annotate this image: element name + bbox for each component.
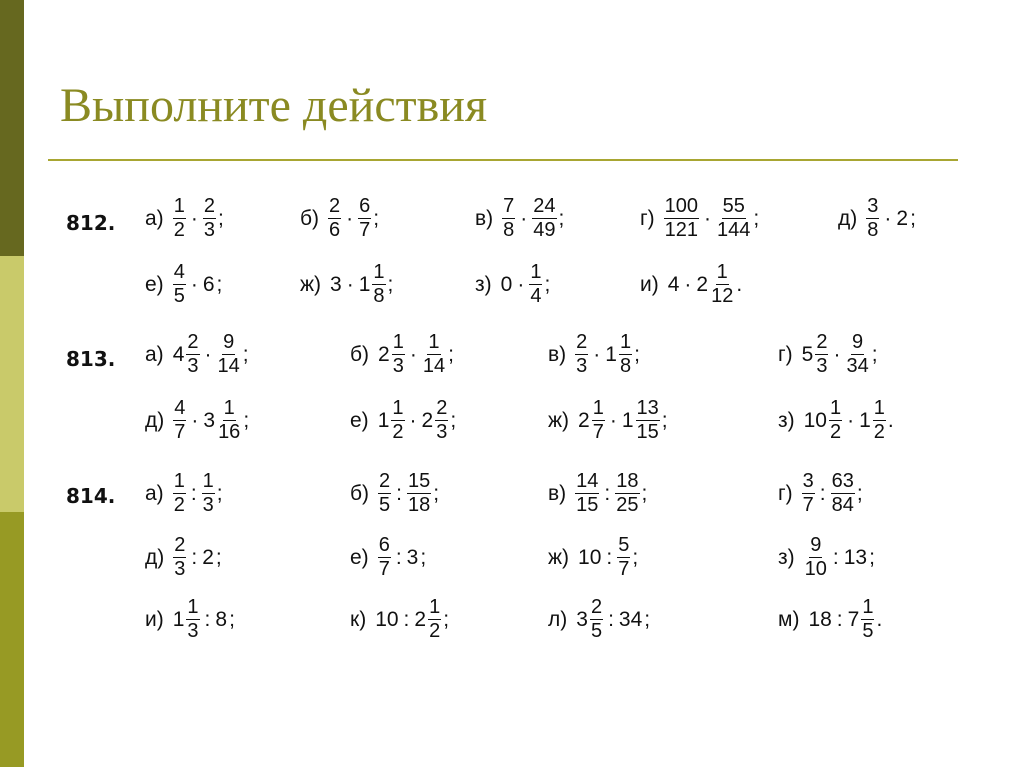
fraction xyxy=(217,332,241,377)
fraction xyxy=(358,196,371,241)
operator: · xyxy=(520,207,528,230)
fraction-numerator: 1 xyxy=(619,331,632,353)
fraction xyxy=(173,398,186,443)
whole-number: 2 xyxy=(696,273,709,296)
fraction-numerator: 1 xyxy=(428,331,440,353)
item-label: з) xyxy=(778,546,795,569)
fraction xyxy=(866,196,879,241)
exercise-item xyxy=(300,196,379,241)
exercise-item xyxy=(838,196,916,241)
fraction-denominator: 15 xyxy=(636,421,659,443)
accent-bar-middle xyxy=(0,256,24,512)
exercise-item xyxy=(640,196,759,241)
fraction-numerator: 15 xyxy=(408,470,431,492)
fraction xyxy=(804,535,828,580)
operator: : xyxy=(608,608,614,631)
item-label: г) xyxy=(778,343,793,366)
item-label: г) xyxy=(640,207,655,230)
operator: : xyxy=(819,482,826,505)
fraction-numerator: 6 xyxy=(378,534,390,556)
end-punctuation: ; xyxy=(856,482,863,505)
whole-number: 0 xyxy=(500,273,513,296)
fraction-numerator: 2 xyxy=(174,534,186,556)
exercise-item xyxy=(145,597,235,642)
item-label: и) xyxy=(640,273,659,296)
fraction xyxy=(173,196,186,241)
fraction xyxy=(617,535,630,580)
fraction xyxy=(716,196,751,241)
fraction xyxy=(328,196,341,241)
item-label: з) xyxy=(778,409,795,432)
fraction-numerator: 2 xyxy=(576,331,588,353)
exercise-item xyxy=(548,597,650,642)
operator: · xyxy=(884,207,892,230)
end-punctuation: ; xyxy=(243,409,250,432)
fraction xyxy=(831,471,855,516)
fraction-numerator: 1 xyxy=(202,470,214,492)
whole-number: 13 xyxy=(843,546,868,569)
fraction-denominator: 3 xyxy=(436,421,448,443)
exercise-item xyxy=(548,535,638,580)
fraction xyxy=(845,332,869,377)
fraction-denominator: 14 xyxy=(422,355,446,377)
fraction xyxy=(173,535,186,580)
fraction-denominator: 5 xyxy=(379,494,391,516)
fraction-denominator: 2 xyxy=(392,421,404,443)
operator: · xyxy=(190,207,198,230)
end-punctuation: ; xyxy=(558,207,565,230)
operator: · xyxy=(847,409,855,432)
fraction xyxy=(186,332,199,377)
fraction-numerator: 1 xyxy=(223,397,235,419)
fraction-denominator: 10 xyxy=(804,558,827,580)
fraction-numerator: 5 xyxy=(618,534,630,556)
operator: · xyxy=(517,273,525,296)
fraction xyxy=(615,471,639,516)
whole-number: 34 xyxy=(618,608,643,631)
whole-number: 1 xyxy=(172,608,185,631)
item-label: з) xyxy=(475,273,492,296)
end-punctuation: . xyxy=(876,608,883,631)
end-punctuation: . xyxy=(887,409,894,432)
exercise-item xyxy=(145,262,222,307)
accent-bar-bottom xyxy=(0,512,24,767)
fraction-denominator: 5 xyxy=(862,620,874,642)
fraction-denominator: 16 xyxy=(218,421,241,443)
fraction-denominator: 8 xyxy=(619,355,632,377)
fraction-denominator: 7 xyxy=(618,558,630,580)
exercise-item xyxy=(350,332,454,377)
fraction-numerator: 3 xyxy=(867,195,879,217)
whole-number: 2 xyxy=(414,608,427,631)
operator: : xyxy=(190,482,197,505)
item-label: в) xyxy=(548,482,567,505)
fraction xyxy=(815,332,828,377)
item-label: в) xyxy=(475,207,494,230)
exercise-item xyxy=(350,398,456,443)
fraction-denominator: 7 xyxy=(359,219,371,241)
item-label: а) xyxy=(145,482,164,505)
operator: · xyxy=(190,273,198,296)
end-punctuation: ; xyxy=(871,343,878,366)
whole-number: 4 xyxy=(667,273,680,296)
end-punctuation: ; xyxy=(641,482,648,505)
fraction-numerator: 1 xyxy=(592,397,604,419)
whole-number: 5 xyxy=(801,343,814,366)
whole-number: 3 xyxy=(406,546,419,569)
exercise-item xyxy=(145,535,222,580)
fraction-denominator: 3 xyxy=(202,494,214,516)
fraction xyxy=(422,332,446,377)
fraction-numerator: 13 xyxy=(636,397,659,419)
end-punctuation: ; xyxy=(216,273,223,296)
end-punctuation: ; xyxy=(869,546,875,569)
slide-title: Выполните действия xyxy=(60,79,488,132)
fraction-denominator: 144 xyxy=(717,219,751,241)
fraction-denominator: 7 xyxy=(802,494,814,516)
operator: · xyxy=(409,343,417,366)
fraction-denominator: 3 xyxy=(816,355,828,377)
title-divider xyxy=(48,159,958,161)
fraction-denominator: 2 xyxy=(173,219,185,241)
end-punctuation: ; xyxy=(420,546,427,569)
end-punctuation: ; xyxy=(753,207,760,230)
exercise-item xyxy=(145,471,223,516)
exercise-item xyxy=(475,262,550,307)
fraction xyxy=(829,398,842,443)
fraction-numerator: 1 xyxy=(173,195,185,217)
fraction xyxy=(636,398,660,443)
fraction xyxy=(664,196,699,241)
fraction-denominator: 14 xyxy=(217,355,240,377)
operator: · xyxy=(191,409,199,432)
fraction-denominator: 3 xyxy=(174,558,186,580)
fraction-numerator: 24 xyxy=(533,195,556,217)
fraction xyxy=(378,471,391,516)
fraction xyxy=(502,196,515,241)
end-punctuation: ; xyxy=(448,343,454,366)
end-punctuation: ; xyxy=(443,608,450,631)
fraction xyxy=(392,332,405,377)
item-label: е) xyxy=(350,409,369,432)
whole-number: 1 xyxy=(859,409,871,432)
fraction-denominator: 2 xyxy=(873,421,885,443)
item-label: а) xyxy=(145,343,164,366)
whole-number: 1 xyxy=(605,343,617,366)
fraction-denominator: 7 xyxy=(174,421,186,443)
fraction-numerator: 2 xyxy=(329,195,341,217)
fraction xyxy=(173,471,186,516)
end-punctuation: ; xyxy=(450,409,457,432)
operator: : xyxy=(403,608,410,631)
fraction xyxy=(372,262,385,307)
end-punctuation: ; xyxy=(644,608,651,631)
fraction-denominator: 84 xyxy=(831,494,854,516)
exercise-item xyxy=(145,332,249,377)
fraction-numerator: 7 xyxy=(503,195,515,217)
fraction-numerator: 9 xyxy=(223,331,235,353)
whole-number: 7 xyxy=(847,608,860,631)
fraction-denominator: 5 xyxy=(590,620,603,642)
fraction xyxy=(407,471,431,516)
end-punctuation: . xyxy=(736,273,743,296)
fraction-numerator: 3 xyxy=(802,470,814,492)
accent-bar-top xyxy=(0,0,24,256)
exercise-item xyxy=(145,196,224,241)
whole-number: 1 xyxy=(377,409,390,432)
fraction-denominator: 15 xyxy=(576,494,599,516)
exercise-item xyxy=(778,597,882,642)
item-label: е) xyxy=(350,546,369,569)
whole-number: 6 xyxy=(202,273,215,296)
fraction-numerator: 9 xyxy=(810,534,822,556)
end-punctuation: ; xyxy=(217,207,224,230)
whole-number: 4 xyxy=(172,343,185,366)
fraction-numerator: 4 xyxy=(174,397,186,419)
fraction xyxy=(710,262,734,307)
operator: · xyxy=(204,343,212,366)
fraction-numerator: 18 xyxy=(616,470,639,492)
whole-number: 1 xyxy=(621,409,634,432)
fraction-numerator: 1 xyxy=(429,596,441,618)
item-label: е) xyxy=(145,273,164,296)
end-punctuation: ; xyxy=(433,482,440,505)
end-punctuation: ; xyxy=(216,482,223,505)
end-punctuation: ; xyxy=(661,409,668,432)
exercise-item xyxy=(350,471,439,516)
fraction-denominator: 3 xyxy=(392,355,404,377)
whole-number: 2 xyxy=(202,546,214,569)
operator: · xyxy=(409,409,417,432)
problem-number: 814. xyxy=(66,484,116,508)
fraction-numerator: 14 xyxy=(576,470,599,492)
exercise-item xyxy=(548,332,640,377)
fraction-numerator: 1 xyxy=(829,397,842,419)
exercise-item xyxy=(350,597,449,642)
exercise-item xyxy=(548,398,668,443)
end-punctuation: ; xyxy=(387,273,394,296)
fraction xyxy=(217,398,241,443)
fraction-numerator: 1 xyxy=(373,261,385,283)
fraction-numerator: 63 xyxy=(831,470,854,492)
whole-number: 2 xyxy=(578,409,590,432)
fraction-numerator: 6 xyxy=(359,195,371,217)
fraction-numerator: 1 xyxy=(873,397,885,419)
fraction-denominator: 18 xyxy=(408,494,431,516)
fraction-denominator: 7 xyxy=(378,558,390,580)
operator: : xyxy=(396,482,402,505)
item-label: б) xyxy=(300,207,320,230)
fraction xyxy=(203,196,216,241)
item-label: г) xyxy=(778,482,793,505)
fraction-numerator: 1 xyxy=(716,261,728,283)
item-label: и) xyxy=(145,608,164,631)
fraction-numerator: 2 xyxy=(436,397,448,419)
exercise-item xyxy=(548,471,647,516)
whole-number: 1 xyxy=(358,273,371,296)
fraction-denominator: 121 xyxy=(664,219,699,241)
fraction xyxy=(186,597,199,642)
fraction xyxy=(202,471,215,516)
fraction-numerator: 55 xyxy=(722,195,745,217)
end-punctuation: ; xyxy=(910,207,916,230)
fraction xyxy=(173,262,186,307)
fraction-denominator: 3 xyxy=(203,219,215,241)
fraction xyxy=(861,597,874,642)
fraction xyxy=(575,332,588,377)
item-label: ж) xyxy=(548,546,570,569)
operator: : xyxy=(191,546,198,569)
exercise-item xyxy=(145,398,249,443)
item-label: д) xyxy=(145,409,165,432)
operator: · xyxy=(593,343,601,366)
item-label: л) xyxy=(548,608,568,631)
fraction-numerator: 2 xyxy=(379,470,391,492)
item-label: к) xyxy=(350,608,367,631)
fraction xyxy=(532,196,556,241)
end-punctuation: ; xyxy=(229,608,235,631)
fraction-denominator: 6 xyxy=(329,219,341,241)
whole-number: 2 xyxy=(896,207,909,230)
operator: · xyxy=(346,273,354,296)
item-label: д) xyxy=(145,546,165,569)
whole-number: 3 xyxy=(330,273,342,296)
fraction-numerator: 1 xyxy=(392,397,404,419)
fraction xyxy=(619,332,632,377)
fraction-denominator: 7 xyxy=(592,421,604,443)
operator: · xyxy=(684,273,692,296)
whole-number: 3 xyxy=(203,409,216,432)
fraction xyxy=(590,597,603,642)
operator: · xyxy=(609,409,617,432)
operator: · xyxy=(346,207,354,230)
item-label: б) xyxy=(350,482,370,505)
fraction xyxy=(378,535,391,580)
whole-number: 10 xyxy=(578,546,602,569)
item-label: ж) xyxy=(548,409,570,432)
fraction xyxy=(391,398,404,443)
operator: : xyxy=(395,546,402,569)
operator: : xyxy=(606,546,613,569)
whole-number: 3 xyxy=(576,608,588,631)
whole-number: 2 xyxy=(421,409,434,432)
exercise-item xyxy=(778,471,863,516)
fraction-numerator: 1 xyxy=(392,331,404,353)
item-label: а) xyxy=(145,207,164,230)
operator: · xyxy=(833,343,841,366)
item-label: м) xyxy=(778,608,800,631)
operator: · xyxy=(704,207,712,230)
operator: : xyxy=(604,482,611,505)
fraction-numerator: 1 xyxy=(862,596,874,618)
fraction-numerator: 9 xyxy=(852,331,864,353)
whole-number: 8 xyxy=(215,608,228,631)
fraction xyxy=(428,597,441,642)
end-punctuation: ; xyxy=(544,273,551,296)
fraction-numerator: 2 xyxy=(187,331,199,353)
fraction xyxy=(802,471,815,516)
fraction xyxy=(873,398,886,443)
fraction-numerator: 4 xyxy=(173,261,185,283)
item-label: б) xyxy=(350,343,370,366)
end-punctuation: ; xyxy=(373,207,380,230)
fraction-denominator: 4 xyxy=(530,285,542,307)
whole-number: 10 xyxy=(803,409,827,432)
fraction-denominator: 2 xyxy=(829,421,842,443)
whole-number: 2 xyxy=(378,343,390,366)
fraction-denominator: 3 xyxy=(187,355,199,377)
exercise-item xyxy=(640,262,742,307)
end-punctuation: ; xyxy=(215,546,222,569)
fraction xyxy=(435,398,448,443)
fraction xyxy=(592,398,605,443)
fraction-numerator: 2 xyxy=(203,195,215,217)
fraction-denominator: 3 xyxy=(187,620,199,642)
exercise-item xyxy=(350,535,426,580)
end-punctuation: ; xyxy=(242,343,249,366)
fraction-denominator: 2 xyxy=(429,620,441,642)
fraction xyxy=(529,262,542,307)
exercise-item xyxy=(475,196,564,241)
end-punctuation: ; xyxy=(634,343,640,366)
whole-number: 10 xyxy=(375,608,399,631)
exercise-item xyxy=(778,535,875,580)
fraction-denominator: 12 xyxy=(711,285,734,307)
operator: : xyxy=(832,546,839,569)
exercise-item xyxy=(300,262,393,307)
whole-number: 18 xyxy=(808,608,832,631)
item-label: ж) xyxy=(300,273,322,296)
end-punctuation: ; xyxy=(632,546,639,569)
item-label: в) xyxy=(548,343,567,366)
fraction-numerator: 2 xyxy=(816,331,828,353)
fraction-numerator: 1 xyxy=(530,261,542,283)
fraction-denominator: 34 xyxy=(846,355,869,377)
fraction-denominator: 8 xyxy=(503,219,515,241)
fraction-numerator: 2 xyxy=(590,596,603,618)
fraction-denominator: 5 xyxy=(173,285,185,307)
fraction-numerator: 1 xyxy=(173,470,185,492)
fraction-denominator: 8 xyxy=(373,285,385,307)
operator: : xyxy=(204,608,211,631)
fraction-denominator: 8 xyxy=(867,219,879,241)
fraction xyxy=(575,471,599,516)
fraction-denominator: 2 xyxy=(173,494,185,516)
fraction-denominator: 49 xyxy=(533,219,556,241)
exercise-item xyxy=(778,332,878,377)
problem-number: 812. xyxy=(66,211,116,235)
operator: : xyxy=(836,608,843,631)
exercise-item xyxy=(778,398,894,443)
fraction-denominator: 25 xyxy=(616,494,639,516)
problem-number: 813. xyxy=(66,347,116,371)
fraction-denominator: 3 xyxy=(576,355,588,377)
fraction-numerator: 100 xyxy=(664,195,699,217)
item-label: д) xyxy=(838,207,858,230)
fraction-numerator: 1 xyxy=(187,596,199,618)
